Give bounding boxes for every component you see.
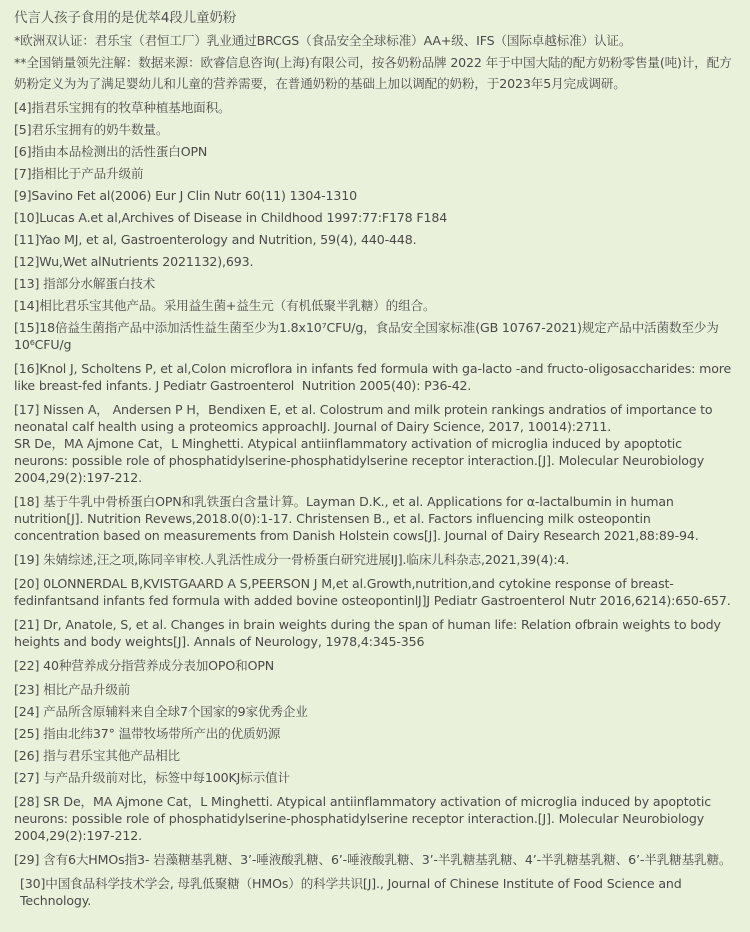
footnote-28: [28] SR De，MA Ajmone Cat，L Minghetti. Atypical antiinflammatory activation of microglia induced by apoptotic neurons: possible role of phosphatidylserine-phosphatidylserine receptor interaction.[J]. Molecular Neurobiology 2004,29(2):197-212. — [14, 794, 715, 843]
footnote-9: [9]Savino Fet al(2006) Eur J Clin Nutr 60(11) 1304-1310 — [14, 188, 357, 203]
footnote-18: [18] 基于牛乳中骨桥蛋白OPN和乳铁蛋白含量计算。Layman D.K., et al. Applications for α-lactalbumin in human nutrition[J]. Nutrition Revews,2018.0(0):1-17. Christensen B., et al. Factors influencing milk osteopontin concentration based on measurements from Danish Holstein cows[J]. Journal of Dairy Research 2021,88:89-94. — [14, 494, 699, 543]
footnote-30: [30]中国食品科学技术学会, 母乳低聚糖（HMOs）的科学共识[J]., Journal of Chinese Institute of Food Science and Technology. — [20, 876, 686, 908]
footnote-sales-leader: **全国销量领先注解：数据来源：欧睿信息咨询(上海)有限公司，按各奶粉品牌 2022 年于中国大陆的配方奶粉零售量(吨)计，配方奶粉定义为为了满足婴幼儿和儿童的营养需要，在普通奶粉的基础上加以调配的奶粉，于2023年5月完成调研。 — [14, 55, 732, 91]
footnote-10: [10]Lucas A.et al,Archives of Disease in Childhood 1997:77:F178 F184 — [14, 210, 448, 225]
footnote-7: [7]指相比于产品升级前 — [14, 166, 144, 181]
page-title: 代言人孩子食用的是优萃4段儿童奶粉 — [14, 10, 237, 26]
footnote-5: [5]君乐宝拥有的奶牛数量。 — [14, 122, 169, 137]
footnote-29: [29] 含有6大HMOs指3- 岩藻糖基乳糖、3’-唾液酸乳糖、6’-唾液酸乳糖、3’-半乳糖基乳糖、4’-半乳糖基乳糖、6’-半乳糖基乳糖。 — [14, 852, 732, 867]
footnote-12: [12]Wu,Wet alNutrients 2021132),693. — [14, 254, 254, 269]
footnote-19: [19] 朱婧综述,汪之项,陈同辛审校.人乳活性成分一骨桥蛋白研究进展IJ].临床儿科杂志,2021,39(4):4. — [14, 552, 570, 567]
footnote-6: [6]指由本品检测出的活性蛋白OPN — [14, 144, 208, 159]
footnote-14: [14]相比君乐宝其他产品。采用益生菌+益生元（有机低聚半乳糖）的组合。 — [14, 298, 436, 313]
footnote-26: [26] 指与君乐宝其他产品相比 — [14, 748, 180, 763]
footnote-24: [24] 产品所含原辅料来自全球7个国家的9家优秀企业 — [14, 704, 308, 719]
footnote-4: [4]指君乐宝拥有的牧草种植基地面积。 — [14, 100, 231, 115]
footnote-16: [16]Knol J, Scholtens P, et al,Colon microflora in infants fed formula with ga-lacto -and fructo-oligosaccharides: more like breast-fed infants. J Pediatr Gastroenterol Nutrition 2005(40): P36-42. — [14, 361, 735, 393]
footnote-23: [23] 相比产品升级前 — [14, 682, 131, 697]
footnote-17: [17] Nissen A， Andersen P H，Bendixen E, et al. Colostrum and milk protein rankings andratios of importance to neonatal calf health using a proteomics approachIJ. Journal of Dairy Science, 2017, 10014):2711. SR De，MA Ajmone Cat，L Minghetti. Atypical antiinflammatory activation of microglia induced by apoptotic neurons: possible role of phosphatidylserine-phosphatidylserine receptor interaction.[J]. Molecular Neurobiology 2004,29(2):197-212. — [14, 402, 713, 485]
footnote-27: [27] 与产品升级前对比，标签中每100KJ标示值计 — [14, 770, 290, 785]
footnote-dual-certification: *欧洲双认证：君乐宝（君恒工厂）乳业通过BRCGS（食品安全全球标准）AA+级、IFS（国际卓越标准）认证。 — [14, 33, 632, 48]
footnote-13: [13] 指部分水解蛋白技术 — [14, 276, 156, 291]
footnote-25: [25] 指由北纬37° 温带牧场带所产出的优质奶源 — [14, 726, 281, 741]
footnote-20: [20] 0LONNERDAL B,KVISTGAARD A S,PEERSON J M,et al.Growth,nutrition,and cytokine response of breast-fedinfantsand infants fed formula with added bovine osteopontinlJ]J Pediatr Gastroenterol Nutr 2016,6214):650-657. — [14, 576, 731, 608]
footnote-21: [21] Dr, Anatole, S, et al. Changes in brain weights during the span of human life: Relation ofbrain weights to body heights and body weights[J]. Annals of Neurology, 1978,4:345-356 — [14, 617, 725, 649]
footnote-22: [22] 40种营养成分指营养成分表加OPO和OPN — [14, 658, 275, 673]
footnote-15: [15]18倍益生菌指产品中添加活性益生菌至少为1.8x10⁷CFU/g，食品安全国家标准(GB 10767-2021)规定产品中活菌数至少为10⁶CFU/g — [14, 320, 719, 352]
footnote-11: [11]Yao MJ, et al, Gastroenterology and Nutrition, 59(4), 440-448. — [14, 232, 417, 247]
